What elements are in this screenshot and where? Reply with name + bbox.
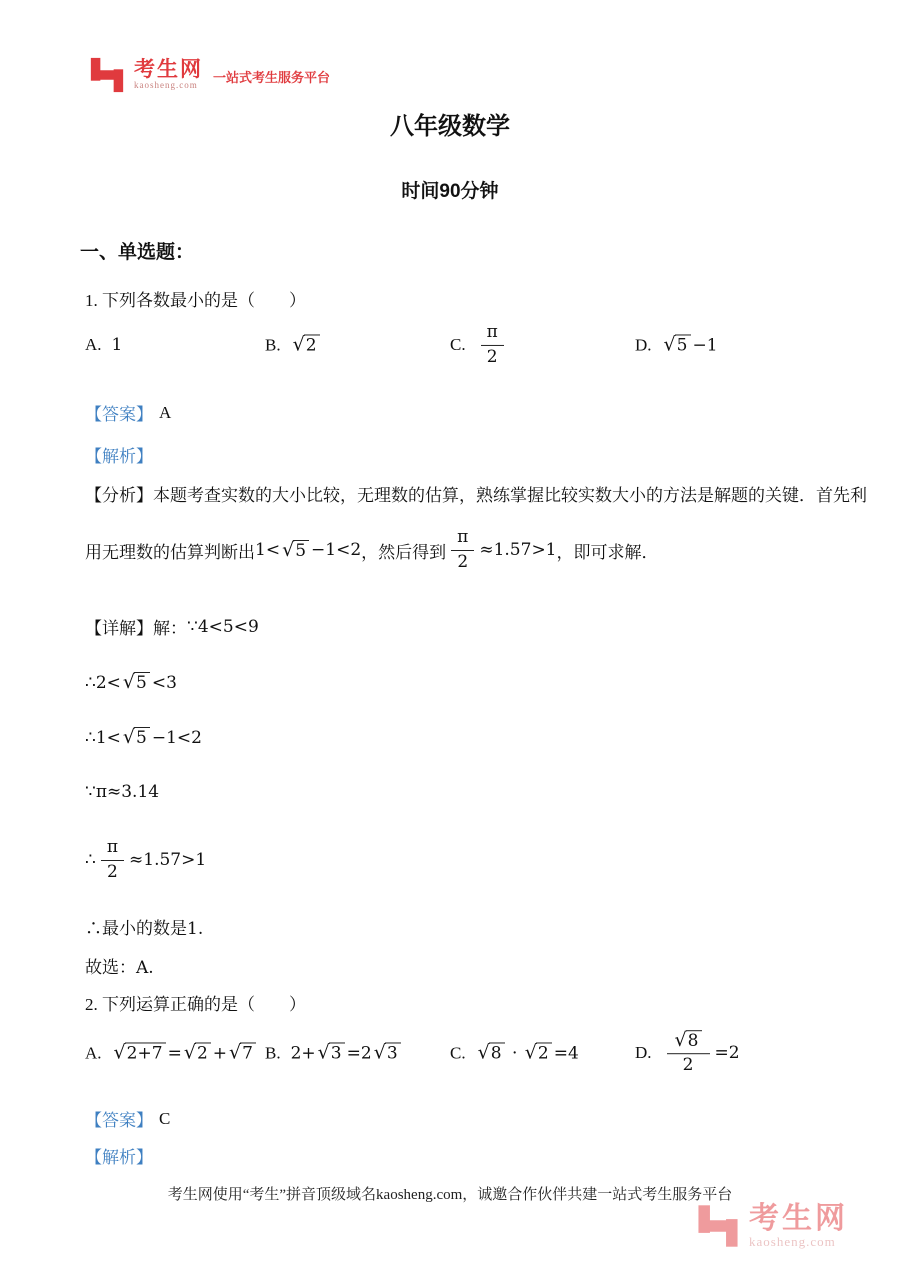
option-a-label: A. — [85, 1042, 102, 1062]
logo-text-block — [134, 59, 203, 90]
option-c-label: C. — [450, 335, 466, 354]
answer-tag: 【答案】 — [85, 405, 153, 424]
question-1-option-c — [450, 323, 509, 367]
option-c-label: C. — [450, 1042, 466, 1062]
answer-tag: 【答案】 — [85, 1111, 153, 1130]
detail-step-3: ∵ π≈3.14 — [85, 782, 160, 802]
detail-step-2: ∴ 1< √ 5 −1<2 — [85, 726, 202, 748]
question-2-options — [85, 1024, 860, 1082]
question-2-option-d — [635, 1030, 740, 1076]
question-1-options — [85, 318, 860, 372]
kaosheng-watermark — [695, 1202, 848, 1249]
question-2-jiexi-line — [85, 1143, 153, 1168]
detail-step-4: ∴ $\frac{\pi}{2}$ ≈1.57>1 — [85, 837, 207, 882]
option-d-value: √ 5 −1 — [663, 333, 718, 356]
question-2-stem: 2. 下列运算正确的是（ ） — [85, 995, 306, 1014]
detail-intro-math: ∵ 4<5<9 — [187, 616, 259, 637]
option-a-label: A. — [85, 335, 102, 354]
logo-domain-text: kaosheng.com — [134, 80, 198, 91]
section-heading: 一、单选题： — [80, 242, 195, 263]
question-2-answer: C — [159, 1108, 171, 1128]
option-d-label: D. — [635, 1043, 652, 1062]
question-1-option-a — [85, 335, 122, 355]
detail-tag: 【详解】 — [85, 619, 153, 638]
question-1-stem: 1. 下列各数最小的是（ ） — [85, 291, 306, 310]
watermark-brand-text: 考生网 — [749, 1202, 848, 1235]
question-2-answer-line — [85, 1106, 170, 1131]
footer-text: 考生网使用“考生”拼音顶级域名kaosheng.com，诚邀合作伙伴共建一站式考生服务平台 — [167, 1187, 733, 1203]
detail-conclusion: ∴最小的数是1. — [85, 919, 204, 939]
option-b-value: √ 2 — [291, 334, 322, 355]
option-b-label: B. — [265, 334, 281, 354]
question-2-option-a — [85, 1042, 258, 1063]
question-1-jiexi-line — [85, 442, 153, 467]
option-b-value: 2+ √ 3 =2 √ 3 — [291, 1042, 403, 1063]
option-c-value: $\frac{\pi}{2}$ — [476, 323, 509, 367]
option-a-value: 1 — [111, 335, 123, 355]
watermark-text-block — [749, 1202, 848, 1249]
jiexi-tag: 【解析】 — [85, 1148, 153, 1167]
option-d-label: D. — [635, 334, 652, 354]
jiexi-tag: 【解析】 — [85, 447, 153, 466]
question-1-fenxi-line1 — [85, 481, 867, 506]
detail-final-choice: 故选：A. — [85, 958, 154, 978]
question-1-answer-line — [85, 400, 171, 425]
option-d-value: √ 8 2 =2 — [662, 1030, 740, 1076]
watermark-domain-text: kaosheng.com — [749, 1234, 836, 1249]
question-2-option-c — [450, 1042, 579, 1063]
question-1-answer: A — [159, 402, 172, 422]
kaosheng-watermark-icon — [695, 1203, 741, 1249]
site-logo — [88, 56, 330, 94]
option-a-value: √ 2+7 = √ 2 + √ 7 — [112, 1042, 258, 1063]
option-b-label: B. — [265, 1042, 281, 1062]
logo-tagline: 一站式考生服务平台 — [213, 69, 331, 85]
question-1-option-d — [635, 334, 718, 355]
logo-brand-text: 考生网 — [134, 58, 203, 82]
question-1-fenxi-line2: 用无理数的估算判断出 1< √ 5 −1<2 ，然后得到 $\frac{\pi}{2}$ ≈1.57>1 ，即可求解． — [85, 527, 659, 572]
fenxi-tag: 【分析】 — [85, 486, 153, 505]
option-c-value: √ 8 · √ 2 =4 — [477, 1041, 579, 1064]
question-2-option-b — [265, 1042, 403, 1063]
detail-step-1: ∴ 2< √ 5 <3 — [85, 671, 177, 693]
page-title: 八年级数学 — [390, 113, 510, 140]
question-1-option-b — [265, 334, 322, 355]
question-1-detail-intro-line — [85, 614, 259, 639]
kaosheng-logo-icon — [88, 56, 126, 94]
detail-intro: 解： — [153, 619, 187, 638]
doc-subtitle: 时间90分钟 — [401, 181, 499, 202]
fenxi-text-line1: 本题考查实数的大小比较，无理数的估算，熟练掌握比较实数大小的方法是解题的关键．首先利 — [153, 486, 867, 505]
